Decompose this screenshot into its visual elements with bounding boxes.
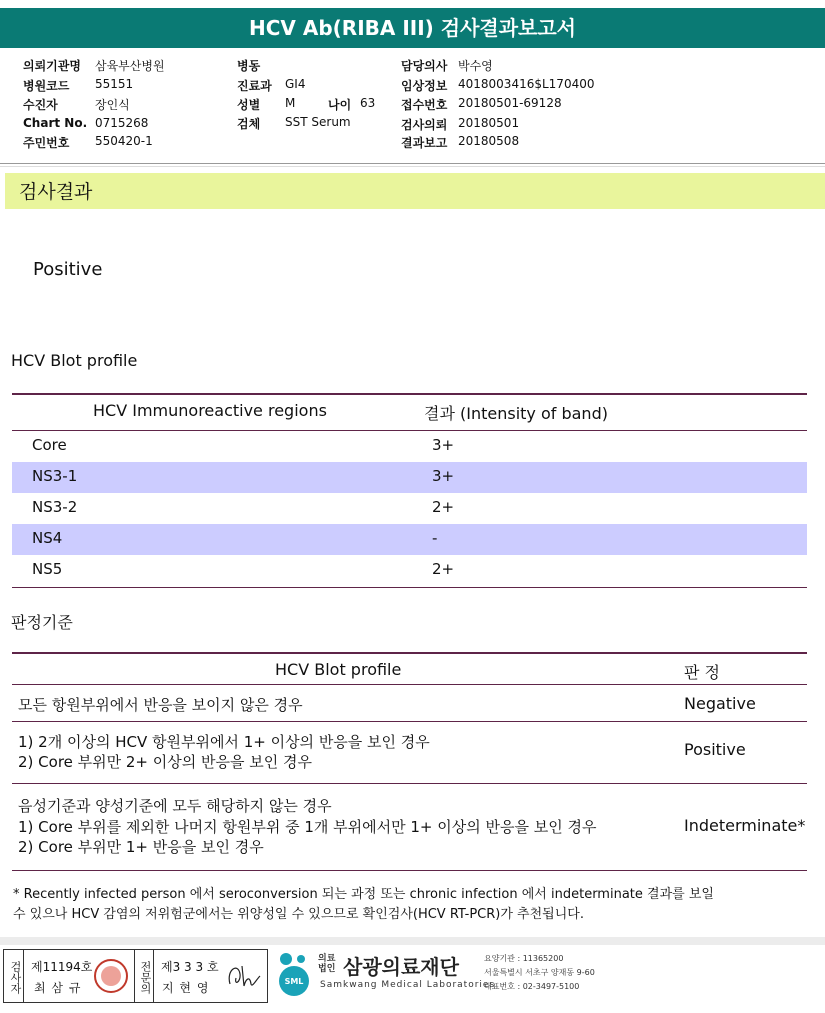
request-label: 검사의뢰 — [401, 118, 448, 132]
seal-stamp — [94, 959, 128, 993]
signature-box — [3, 949, 268, 1003]
signature — [224, 956, 264, 996]
results-section-title: 검사결과 — [19, 181, 93, 203]
footnote — [13, 885, 818, 925]
table-bottom-rule — [12, 587, 807, 588]
patient-label: 수진자 — [23, 98, 58, 112]
chart-label: Chart No. — [23, 116, 88, 130]
positive-judgement: Positive — [684, 740, 746, 759]
org-name: 삼광의료재단 — [343, 955, 459, 979]
report-label: 결과보고 — [401, 136, 448, 150]
table-top-rule — [12, 393, 807, 395]
overall-result: Positive — [33, 259, 103, 280]
criteria-top-rule — [12, 652, 807, 654]
col-judgement-header: 판 정 — [684, 663, 720, 682]
region-cell: Core — [32, 436, 67, 454]
indeterminate-judgement: Indeterminate* — [684, 816, 806, 835]
request-value: 20180501 — [458, 116, 520, 130]
institution-label: 의뢰기관명 — [23, 59, 81, 73]
indeterminate-criterion-1: 1) Core 부위를 제외한 나머지 항원부위 중 1개 부위에서만 1+ 이상의 반응을 보인 경우 — [18, 818, 597, 836]
hospital-code-label: 병원코드 — [23, 79, 70, 93]
indeterminate-criterion-2: 2) Core 부위만 1+ 반응을 보인 경우 — [18, 838, 264, 856]
clinical-value: 4018003416$L170400 — [458, 77, 595, 91]
dept-value: GI4 — [285, 77, 306, 91]
criteria-row-rule — [12, 783, 807, 784]
specialist-name: 지 현 영 — [162, 981, 210, 995]
resident-label: 주민번호 — [23, 136, 70, 150]
inspector-number: 제11194호 — [31, 960, 93, 974]
region-cell: NS4 — [32, 529, 63, 547]
profile-title: HCV Blot profile — [11, 351, 138, 370]
footnote-line-2: 수 있으나 HCV 감염의 저위험군에서는 위양성일 수 있으므로 확인검사(HCV RT-PCR)가 추천됩니다. — [13, 907, 584, 922]
receipt-value: 20180501-69128 — [458, 96, 562, 110]
region-cell: NS5 — [32, 560, 63, 578]
specialist-number: 제3 3 3 호 — [161, 960, 219, 974]
criteria-bottom-rule — [12, 870, 807, 871]
footnote-line-1: * Recently infected person 에서 seroconversion 되는 과정 또는 chronic infection 에서 indeterminate 결과를 보일 — [13, 887, 714, 902]
negative-criterion: 모든 항원부위에서 반응을 보이지 않은 경우 — [18, 696, 303, 714]
org-english: Samkwang Medical Laboratories — [320, 980, 496, 990]
org-prefix: 의료법인 — [318, 954, 336, 974]
org-code: 요양기관 : 11365200 — [484, 954, 564, 963]
ward-label: 병동 — [237, 59, 261, 73]
age-label: 나이 — [328, 98, 352, 112]
value-cell: 2+ — [432, 560, 455, 578]
sex-value: M — [285, 96, 296, 110]
value-cell: 3+ — [432, 436, 455, 454]
negative-judgement: Negative — [684, 694, 756, 713]
doctor-label: 담당의사 — [401, 59, 448, 73]
table-header-rule — [12, 430, 807, 431]
col-region-header: HCV Immunoreactive regions — [93, 401, 327, 420]
region-cell: NS3-2 — [32, 498, 78, 516]
positive-criterion-2: 2) Core 부위만 2+ 이상의 반응을 보인 경우 — [18, 753, 312, 771]
header-divider — [0, 163, 825, 164]
indeterminate-criterion-0: 음성기준과 양성기준에 모두 해당하지 않는 경우 — [18, 797, 332, 815]
resident-value: 550420-1 — [95, 134, 153, 148]
doctor-value: 박수영 — [458, 59, 493, 73]
org-address: 서울특별시 서초구 양재동 9-60 — [484, 968, 595, 977]
age-value: 63 — [360, 96, 376, 110]
header-divider-secondary — [0, 166, 825, 167]
value-cell: - — [432, 529, 438, 547]
inspector-name: 최 삼 규 — [34, 981, 82, 995]
criteria-row-rule — [12, 721, 807, 722]
report-title: HCV Ab(RIBA III) 검사결과보고서 — [0, 8, 825, 48]
inspector-label: 검사자 — [4, 950, 24, 1002]
patient-value: 장인식 — [95, 98, 130, 112]
sex-label: 성별 — [237, 98, 261, 112]
org-phone: 대표번호 : 02-3497-5100 — [484, 982, 580, 991]
report-value: 20180508 — [458, 134, 520, 148]
receipt-label: 접수번호 — [401, 98, 448, 112]
criteria-title: 판정기준 — [11, 613, 73, 632]
row-shade — [12, 462, 807, 493]
specialist-label: 전문의 — [134, 950, 154, 1002]
hospital-code-value: 55151 — [95, 77, 134, 91]
logo-text: SML — [284, 977, 304, 986]
results-section-bar — [5, 173, 825, 209]
specimen-value: SST Serum — [285, 115, 351, 129]
footer-divider — [0, 937, 825, 945]
region-cell: NS3-1 — [32, 467, 78, 485]
col-profile-header: HCV Blot profile — [275, 660, 402, 679]
criteria-header-rule — [12, 684, 807, 685]
specimen-label: 검체 — [237, 117, 261, 131]
clinical-label: 임상정보 — [401, 79, 448, 93]
col-result-header: 결과 (Intensity of band) — [424, 404, 608, 423]
positive-criterion-1: 1) 2개 이상의 HCV 항원부위에서 1+ 이상의 반응을 보인 경우 — [18, 733, 430, 751]
chart-value: 0715268 — [95, 116, 149, 130]
value-cell: 3+ — [432, 467, 455, 485]
value-cell: 2+ — [432, 498, 455, 516]
sml-logo — [272, 949, 316, 999]
dept-label: 진료과 — [237, 79, 272, 93]
sml-logo-icon — [272, 949, 316, 999]
row-shade — [12, 524, 807, 555]
institution-value: 삼육부산병원 — [95, 59, 165, 73]
